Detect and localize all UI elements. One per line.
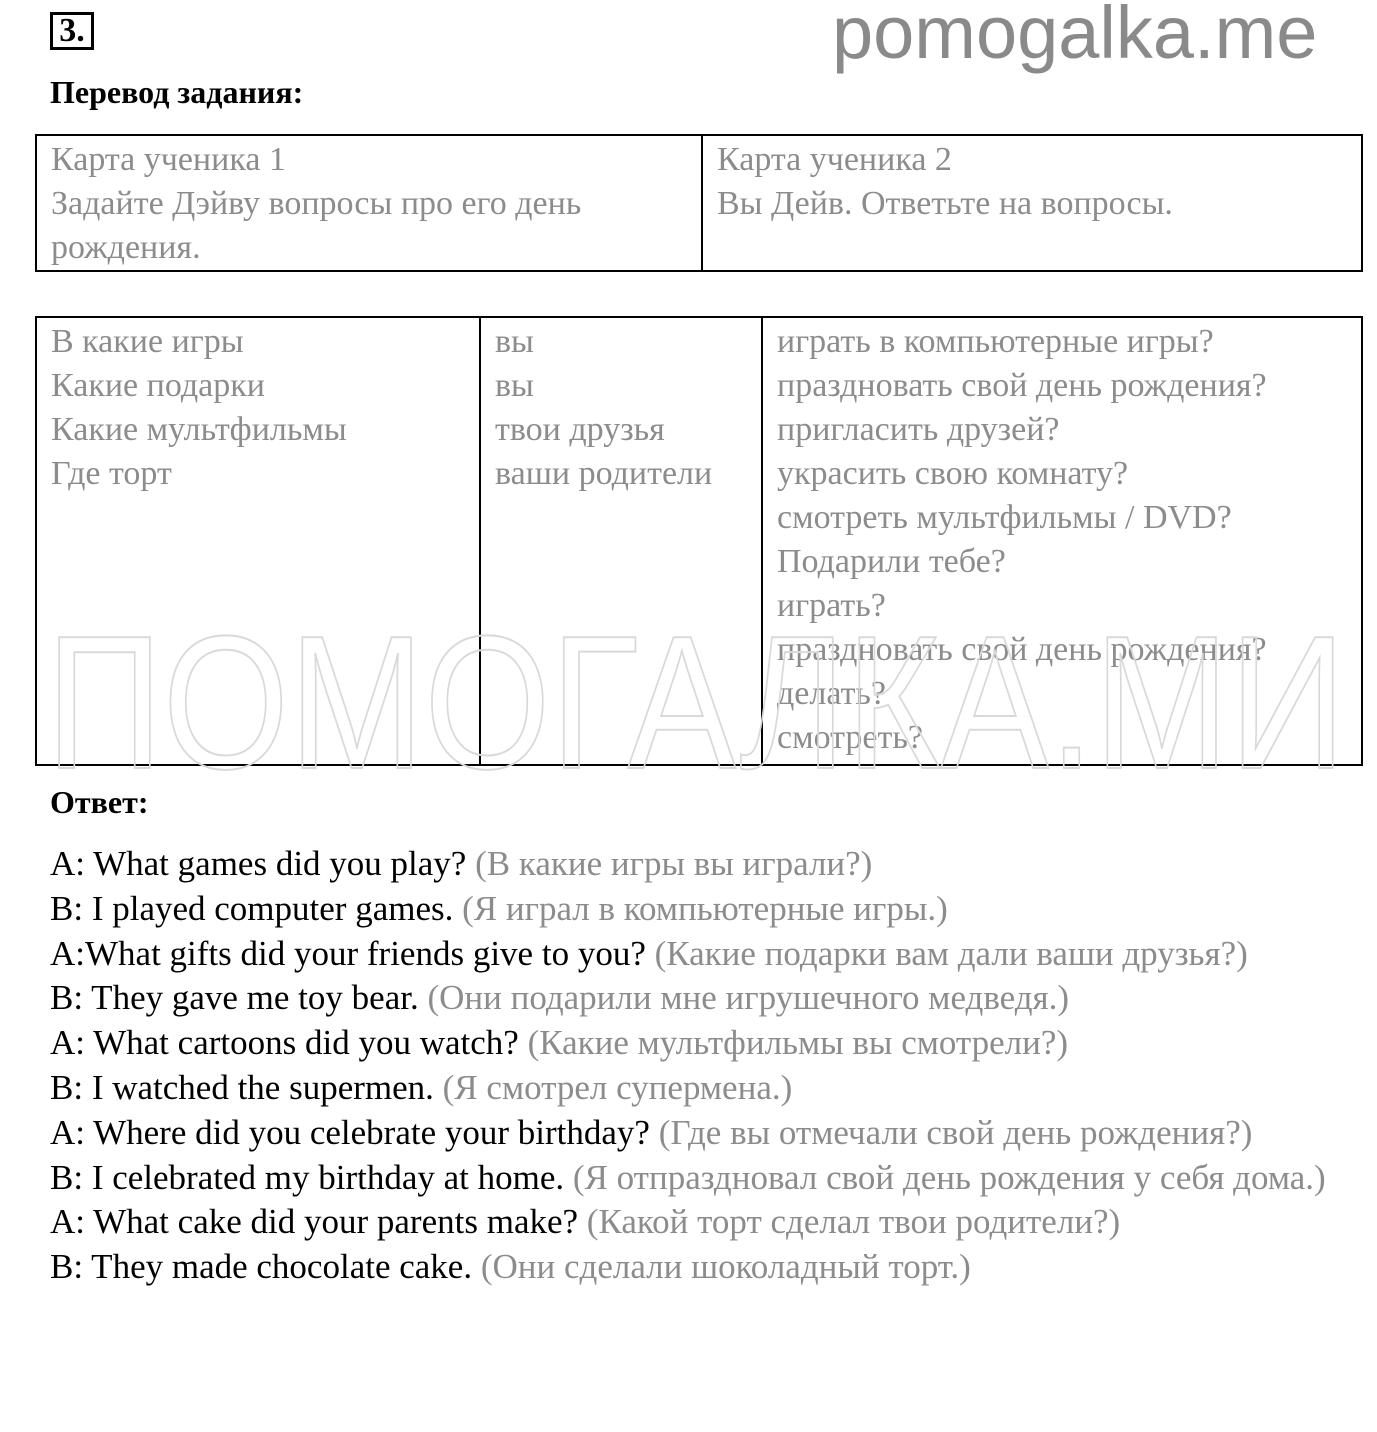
verb-phrase: праздновать свой день рождения? bbox=[777, 367, 1267, 404]
english-line: A: What cartoons did you watch? bbox=[50, 1023, 519, 1063]
outline-watermark-text: ПОМОГАЛКА.МИ bbox=[46, 608, 1346, 783]
card-1-title: Карта ученика 1 bbox=[51, 141, 286, 178]
verb-phrase: Подарили тебе? bbox=[777, 543, 1006, 580]
student-card-1 bbox=[36, 135, 702, 271]
russian-translation: (Они подарили мне игрушечного медведя.) bbox=[427, 978, 1070, 1018]
subject-word: вы bbox=[495, 323, 534, 360]
card-2-text: Вы Дейв. Ответьте на вопросы. bbox=[717, 185, 1173, 222]
russian-translation: (Где вы отмечали свой день рождения?) bbox=[658, 1112, 1253, 1152]
dialogue-line bbox=[50, 932, 1350, 977]
english-line: B: I watched the supermen. bbox=[50, 1067, 434, 1107]
verb-phrase: пригласить друзей? bbox=[777, 411, 1060, 448]
english-line: A: What games did you play? bbox=[50, 844, 467, 883]
verb-phrase: праздновать свой день рождения? bbox=[777, 631, 1267, 668]
russian-translation: (Они сделали шоколадный торт.) bbox=[480, 1247, 971, 1287]
verb-phrase: играть? bbox=[777, 587, 886, 624]
dialogue-line bbox=[50, 1066, 1350, 1111]
verb-phrase: украсить свою комнату? bbox=[777, 455, 1129, 492]
answer-heading: Ответ: bbox=[50, 784, 149, 820]
question-word: Какие мультфильмы bbox=[51, 411, 347, 448]
russian-translation: (В какие игры вы играли?) bbox=[475, 844, 873, 883]
dialogue-line bbox=[50, 1200, 1350, 1245]
english-line: A:What gifts did your friends give to you? bbox=[50, 933, 646, 973]
task-heading: Перевод задания: bbox=[50, 74, 304, 110]
dialogue-line bbox=[50, 1021, 1350, 1066]
site-watermark: pomogalka.me bbox=[832, 0, 1318, 74]
russian-translation: (Какие подарки вам дали ваши друзья?) bbox=[654, 933, 1248, 973]
task-number: 3. bbox=[50, 12, 94, 50]
phrase-table bbox=[35, 316, 1363, 766]
dialogue-line bbox=[50, 976, 1350, 1021]
question-word: Какие подарки bbox=[51, 367, 265, 404]
subject-word: твои друзья bbox=[495, 411, 665, 448]
verb-phrase: играть в компьютерные игры? bbox=[777, 323, 1214, 360]
russian-translation: (Какие мультфильмы вы смотрели?) bbox=[527, 1023, 1069, 1063]
russian-translation: (Я отпраздновал свой день рождения у себя дома.) bbox=[572, 1157, 1326, 1197]
subject-word: ваши родители bbox=[495, 455, 713, 492]
russian-translation: (Я играл в компьютерные игры.) bbox=[462, 888, 948, 928]
verbs-column bbox=[762, 317, 1362, 765]
question-word: Где торт bbox=[51, 455, 172, 492]
dialogue-line bbox=[50, 1156, 1350, 1201]
dialogue-line bbox=[50, 1245, 1350, 1290]
verb-phrase: смотреть? bbox=[777, 719, 923, 756]
english-line: B: They made chocolate cake. bbox=[50, 1247, 473, 1287]
dialogue-line bbox=[50, 842, 1350, 887]
russian-translation: (Я смотрел супермена.) bbox=[442, 1067, 793, 1107]
student-card-2 bbox=[702, 135, 1362, 271]
question-words-column bbox=[36, 317, 480, 765]
dialogue-line bbox=[50, 887, 1350, 932]
english-line: A: What cake did your parents make? bbox=[50, 1202, 579, 1242]
english-line: B: They gave me toy bear. bbox=[50, 978, 419, 1018]
dialogue bbox=[50, 842, 1350, 1290]
card-2-title: Карта ученика 2 bbox=[717, 141, 952, 178]
student-cards-table bbox=[35, 134, 1363, 272]
card-1-text: Задайте Дэйву вопросы про его день рождения. bbox=[51, 185, 582, 266]
english-line: B: I played computer games. bbox=[50, 888, 454, 928]
verb-phrase: делать? bbox=[777, 675, 887, 712]
subjects-column bbox=[480, 317, 762, 765]
english-line: A: Where did you celebrate your birthday? bbox=[50, 1112, 650, 1152]
verb-phrase: смотреть мультфильмы / DVD? bbox=[777, 499, 1232, 536]
question-word: В какие игры bbox=[51, 323, 244, 360]
subject-word: вы bbox=[495, 367, 534, 404]
english-line: B: I celebrated my birthday at home. bbox=[50, 1157, 565, 1197]
russian-translation: (Какой торт сделал твои родители?) bbox=[586, 1202, 1121, 1242]
dialogue-line bbox=[50, 1111, 1350, 1156]
